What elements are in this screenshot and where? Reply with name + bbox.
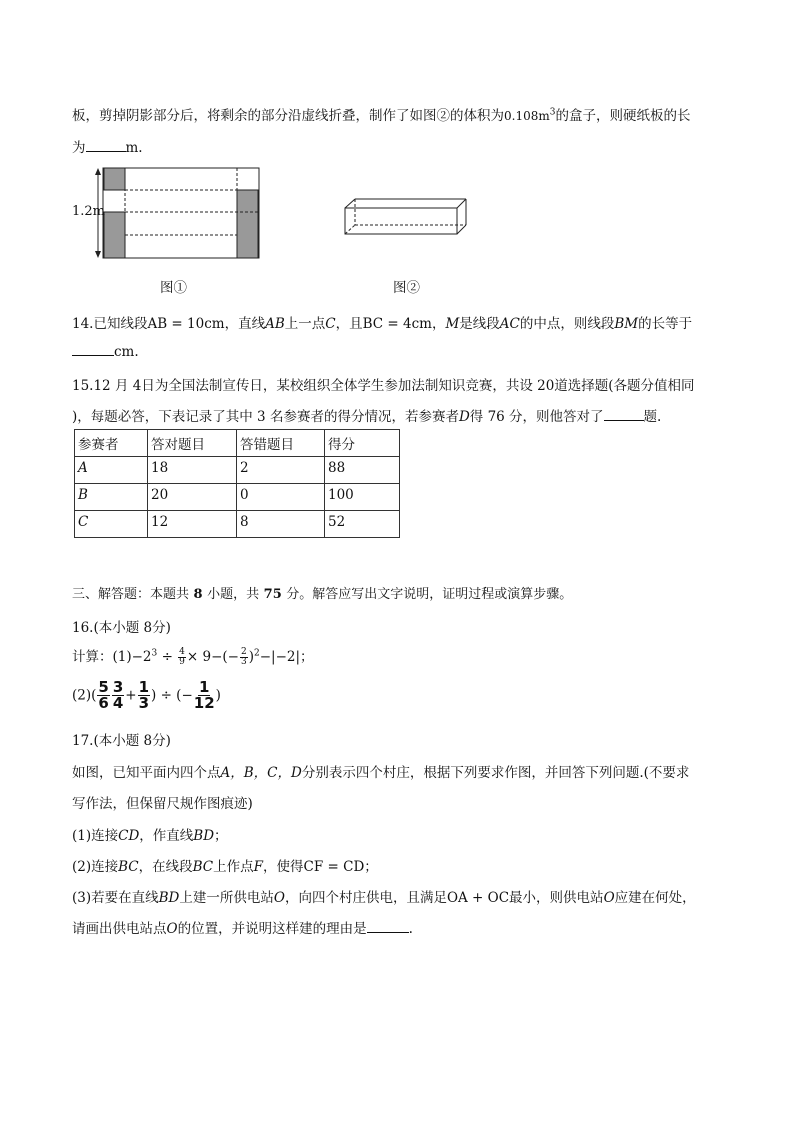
table-cell: C <box>75 511 148 538</box>
fraction: $\frac{4}{9}$ <box>179 647 185 667</box>
fraction: $\frac{5}{6}$ <box>98 678 109 712</box>
table-cell: 2 <box>237 457 325 484</box>
answer-blank[interactable] <box>72 343 114 356</box>
table-header-cell: 得分 <box>325 430 400 457</box>
answer-blank[interactable] <box>367 920 409 933</box>
q17-header: 17.(本小题 8分) <box>72 733 171 749</box>
answer-blank[interactable] <box>604 408 644 421</box>
section-3-heading: 三、解答题：本题共 8 小题，共 75 分。解答应写出文字说明，证明过程或演算步骤。 <box>72 587 573 602</box>
fraction: $\frac{3}{4}$ <box>112 678 124 712</box>
q15-line1: 15.12 月 4日为全国法制宣传日，某校组织全体学生参加法制知识竞赛，共设 20道选择题(各题分值相同 <box>72 378 695 394</box>
q17-step3: (3)若要在直线BD上建一所供电站O，向四个村庄供电，且满足OA + OC最小，则供电站O应建在何处， <box>72 890 696 906</box>
table-header-cell: 答错题目 <box>237 430 325 457</box>
q17-step3-cont: 请画出供电站点O的位置，并说明这样建的理由是 . <box>72 921 413 937</box>
fig1-dimension-label: 1.2m <box>72 204 106 219</box>
score-table <box>74 429 400 538</box>
figure-2-box <box>340 192 470 242</box>
table-row <box>75 511 400 538</box>
q15-line2: )，每题必答，下表记录了其中 3 名参赛者的得分情况，若参赛者D得 76 分，则他答对了 题. <box>72 409 662 425</box>
q14-line2: cm. <box>72 343 139 360</box>
table-cell: 0 <box>237 484 325 511</box>
table-cell: 18 <box>148 457 237 484</box>
q13-line1: 板，剪掉阴影部分后，将剩余的部分沿虚线折叠，制作了如图②的体积为$0.108m^3$的盒子，则硬纸板的长 <box>72 107 691 124</box>
table-header-cell: 答对题目 <box>148 430 237 457</box>
table-cell: A <box>75 457 148 484</box>
q17-line1: 如图，已知平面内四个点A，B，C，D分别表示四个村庄，根据下列要求作图，并回答下列问题.(不要求 <box>72 765 690 781</box>
table-cell: 100 <box>325 484 400 511</box>
q17-step2: (2)连接BC，在线段BC上作点F，使得CF = CD； <box>72 859 378 875</box>
q16-part2: (2)( $\frac{5}{6}$ $\frac{3}{4}$ + $\frac{1}{3}$ ) ÷ (− $\frac{1}{12}$ ) <box>72 678 221 712</box>
table-cell: B <box>75 484 148 511</box>
table-cell: 20 <box>148 484 237 511</box>
table-cell: 88 <box>325 457 400 484</box>
table-header-row <box>75 430 400 457</box>
table-cell: 8 <box>237 511 325 538</box>
table-row <box>75 484 400 511</box>
table-cell: 12 <box>148 511 237 538</box>
table-cell: 52 <box>325 511 400 538</box>
table-row <box>75 457 400 484</box>
fraction: $\frac{1}{12}$ <box>193 678 215 712</box>
q17-line2: 写作法，但保留尺规作图痕迹) <box>72 796 253 812</box>
fraction: $\frac{2}{3}$ <box>241 647 247 667</box>
fig2-caption: 图② <box>393 280 420 296</box>
q17-step1: (1)连接CD，作直线BD； <box>72 828 228 844</box>
table-header-cell: 参赛者 <box>75 430 148 457</box>
fraction: $\frac{1}{3}$ <box>138 678 150 712</box>
q13-line2: 为 m. <box>72 140 143 156</box>
q14-line1: 14.已知线段AB = 10cm，直线AB上一点C，且BC = 4cm，M是线段AC的中点，则线段BM的长等于 <box>72 316 693 332</box>
q16-header: 16.(本小题 8分) <box>72 620 171 636</box>
q16-part1: 计算：$(1)-2^3$ ÷ $\frac{4}{9}$ × 9−(− $\frac{2}{3}$ )$^2$−|−2|； <box>72 647 314 667</box>
fig1-caption: 图① <box>160 280 187 296</box>
answer-blank[interactable] <box>86 139 126 152</box>
